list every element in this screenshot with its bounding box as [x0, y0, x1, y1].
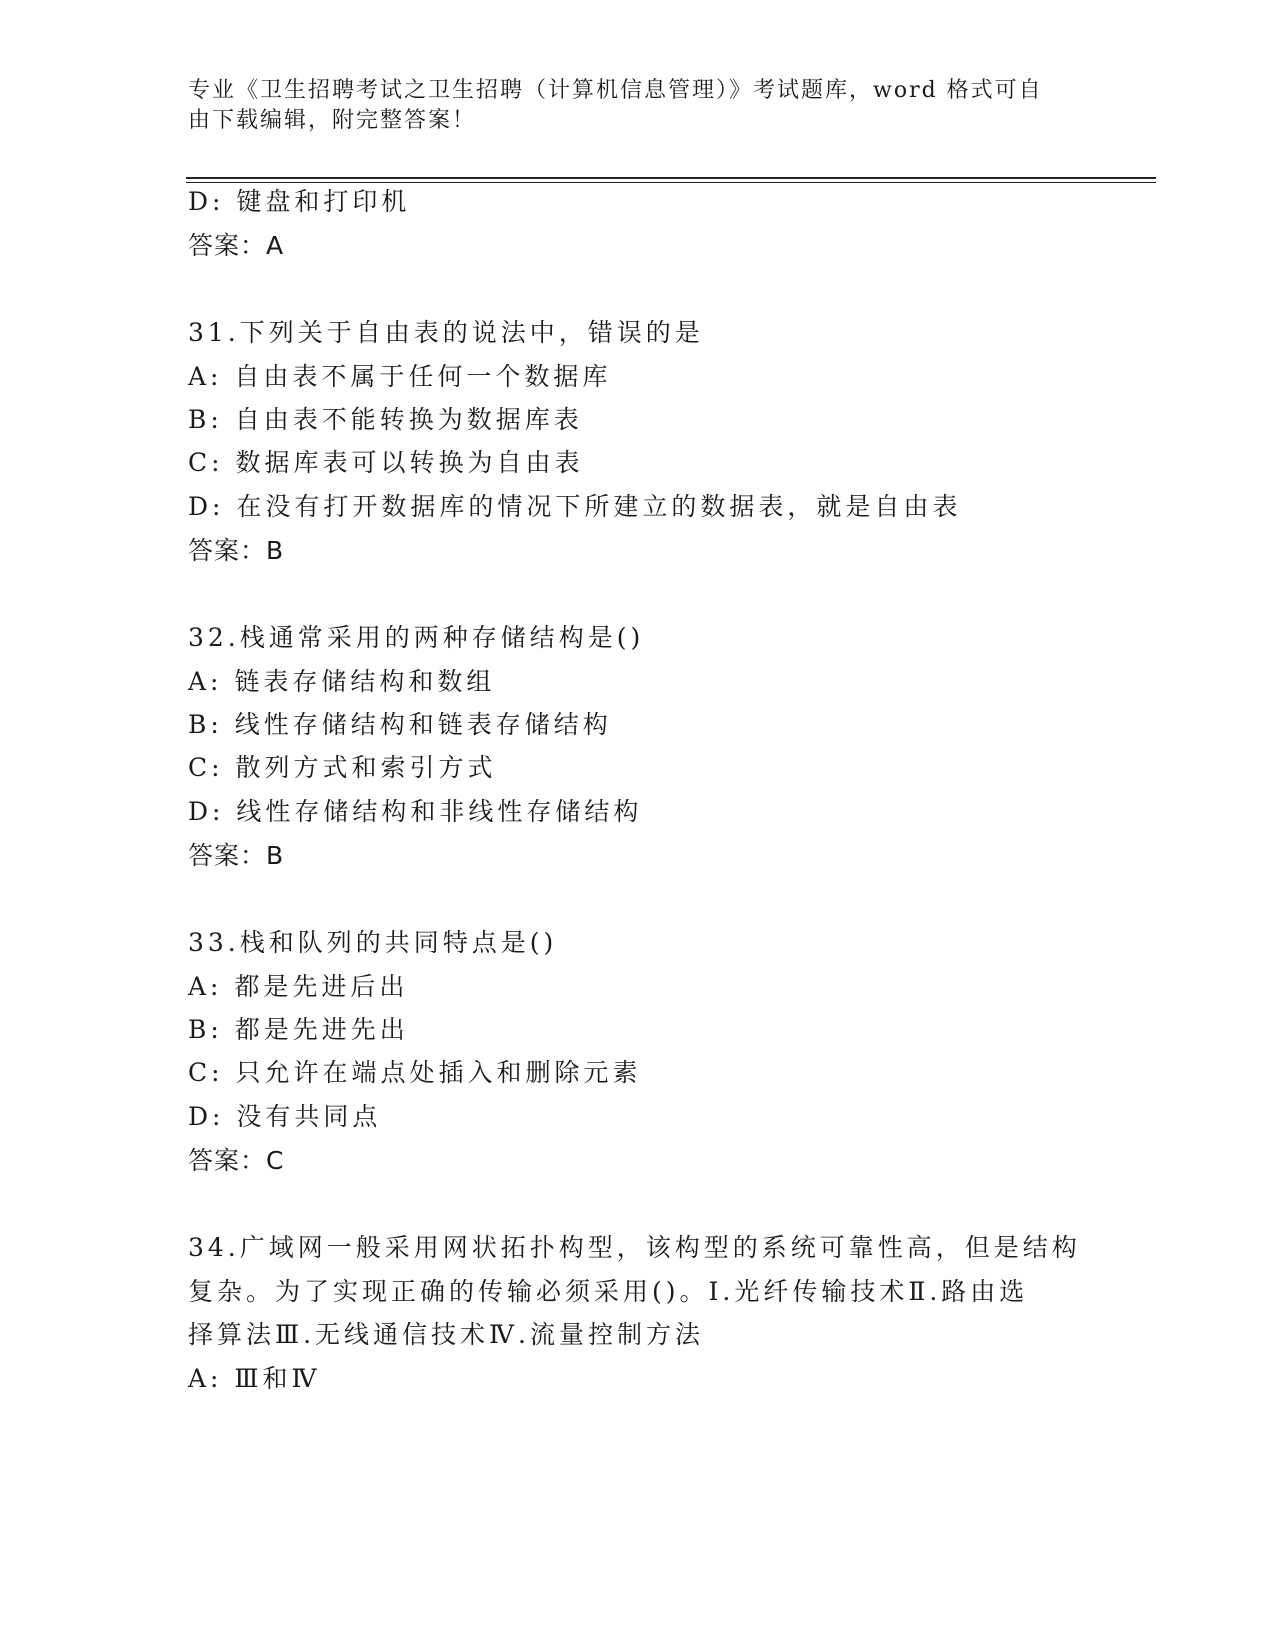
- q31-option-b: B: 自由表不能转换为数据库表: [188, 405, 583, 434]
- q34-stem-line-3: 择算法Ⅲ.无线通信技术Ⅳ.流量控制方法: [188, 1320, 704, 1349]
- q34-stem-line-1: 34.广域网一般采用网状拓扑构型，该构型的系统可靠性高，但是结构: [188, 1233, 1081, 1262]
- q31-answer: 答案：B: [188, 536, 285, 565]
- q34-stem-line-2: 复杂。为了实现正确的传输必须采用()。Ⅰ.光纤传输技术Ⅱ.路由选: [188, 1277, 1029, 1306]
- q32-option-b: B: 线性存储结构和链表存储结构: [188, 710, 612, 739]
- q33-option-a: A: 都是先进后出: [188, 972, 409, 1001]
- prev-option-d: D: 键盘和打印机: [188, 187, 411, 216]
- q31-option-d: D: 在没有打开数据库的情况下所建立的数据表，就是自由表: [188, 492, 962, 521]
- q32-answer: 答案：B: [188, 841, 285, 870]
- q33-option-d: D: 没有共同点: [188, 1102, 382, 1131]
- q33-answer: 答案：C: [188, 1146, 285, 1175]
- header-line-2: 由下载编辑，附完整答案！: [188, 108, 477, 133]
- document-header: [188, 76, 1078, 136]
- q32-option-a: A: 链表存储结构和数组: [188, 667, 496, 696]
- q32-option-d: D: 线性存储结构和非线性存储结构: [188, 797, 643, 826]
- q31-option-a: A: 自由表不属于任何一个数据库: [188, 362, 612, 391]
- q34-option-a: A: Ⅲ和Ⅳ: [188, 1364, 321, 1393]
- q31-stem: 31.下列关于自由表的说法中，错误的是: [188, 318, 704, 347]
- prev-answer: 答案：A: [188, 231, 285, 260]
- q32-stem: 32.栈通常采用的两种存储结构是(): [188, 623, 645, 652]
- q32-option-c: C: 散列方式和索引方式: [188, 753, 497, 782]
- q33-option-c: C: 只允许在端点处插入和删除元素: [188, 1058, 642, 1087]
- q31-option-c: C: 数据库表可以转换为自由表: [188, 448, 584, 477]
- header-line-1: 专业《卫生招聘考试之卫生招聘（计算机信息管理）》考试题库，word 格式可自: [188, 78, 1043, 103]
- q33-option-b: B: 都是先进先出: [188, 1015, 409, 1044]
- q33-stem: 33.栈和队列的共同特点是(): [188, 928, 558, 957]
- header-divider: [186, 177, 1156, 183]
